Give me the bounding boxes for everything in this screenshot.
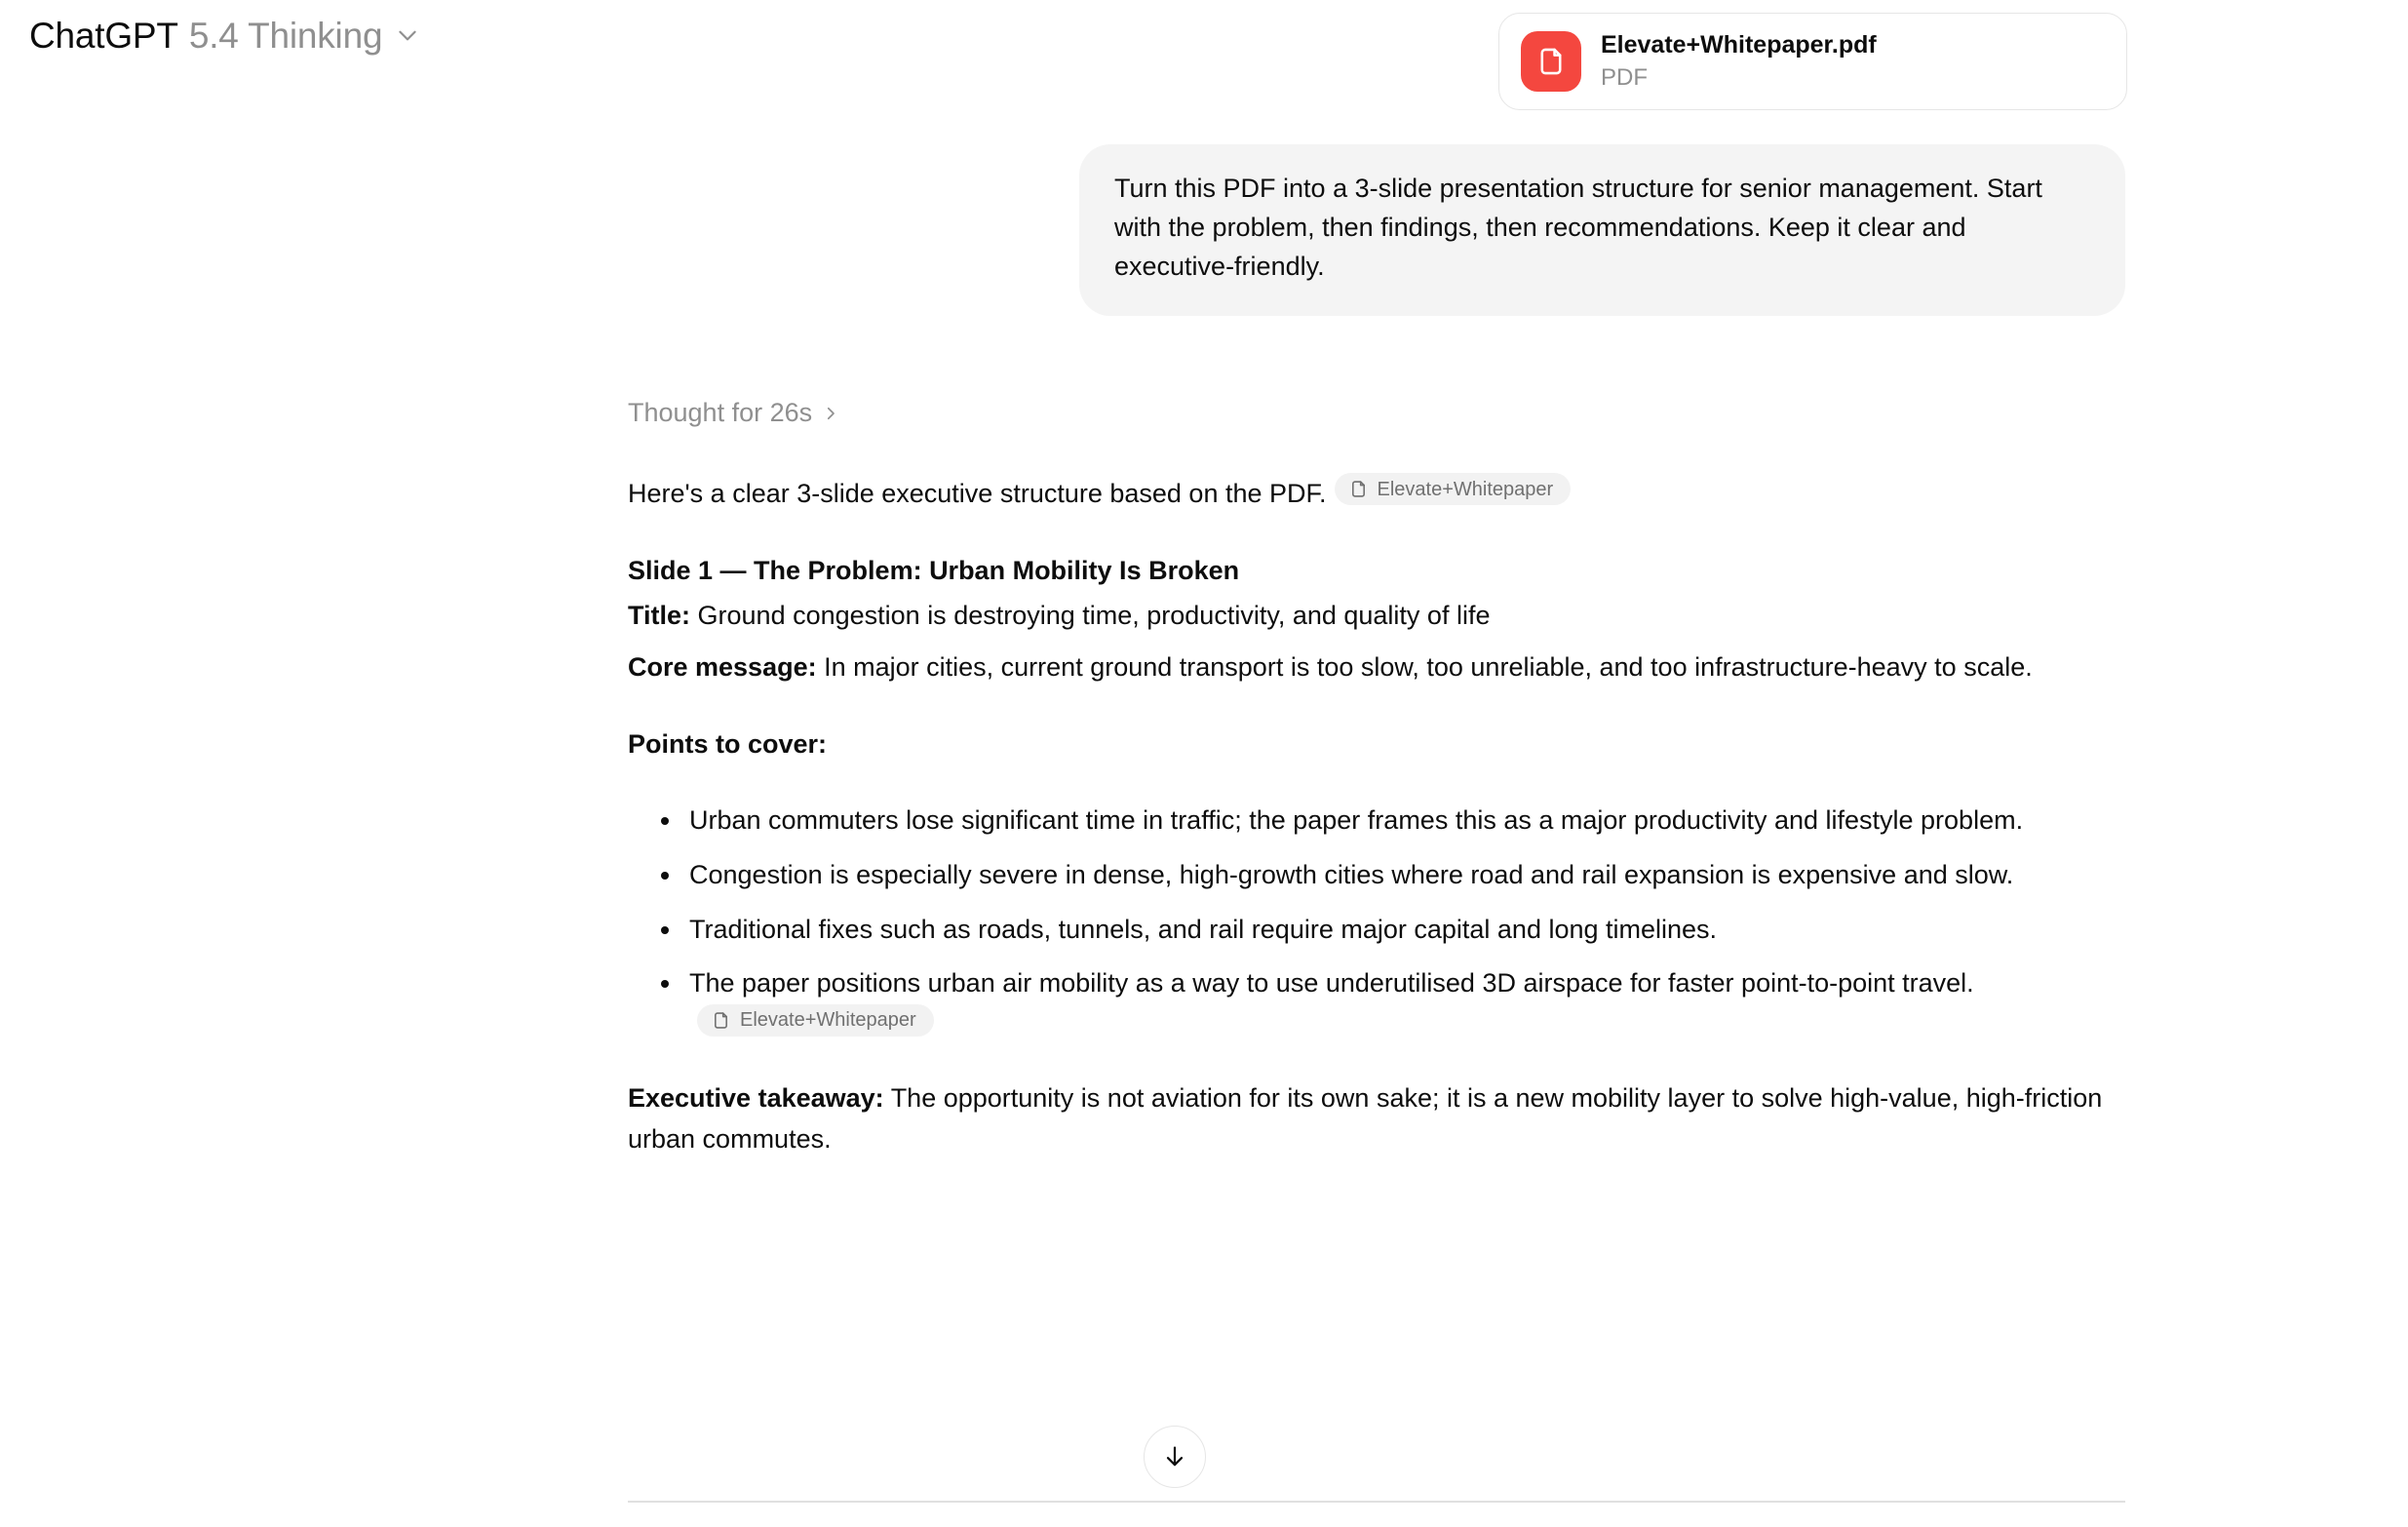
model-version-label: 5.4 Thinking	[188, 15, 383, 56]
list-item	[689, 800, 2125, 842]
assistant-message	[628, 398, 2125, 1195]
bottom-divider	[628, 1501, 2125, 1503]
app-header	[0, 0, 420, 70]
core-message-text: In major cities, current ground transport is too slow, too unreliable, and too infrastructure-heavy to scale.	[824, 651, 2033, 682]
citation-chip[interactable]	[1335, 473, 1572, 505]
document-icon	[1348, 479, 1369, 499]
intro-text: Here's a clear 3-slide executive structure based on the PDF.	[628, 479, 1327, 508]
citation-chip[interactable]	[697, 1004, 934, 1037]
scroll-to-bottom-button[interactable]	[1144, 1426, 1206, 1488]
file-meta	[1601, 30, 1877, 92]
core-message-label: Core message:	[628, 651, 817, 682]
slide-title-line	[628, 595, 2125, 637]
model-switcher[interactable]	[29, 15, 420, 56]
list-item-text: Urban commuters lose significant time in traffic; the paper frames this as a major productivity and lifestyle problem.	[689, 805, 2024, 836]
document-icon	[711, 1010, 731, 1031]
file-attachment-card[interactable]	[1498, 13, 2127, 110]
slide-title-text: Ground congestion is destroying time, productivity, and quality of life	[697, 601, 1491, 631]
user-message-bubble: Turn this PDF into a 3-slide presentation structure for senior management. Start with the problem, then findings, then recommendations. Keep it clear and executive-friendly.	[1079, 144, 2125, 316]
intro-paragraph	[628, 473, 2125, 515]
list-item-text: Traditional fixes such as roads, tunnels, and rail require major capital and long timelines.	[689, 914, 1718, 944]
assistant-markdown	[628, 473, 2125, 1160]
takeaway-label: Executive takeaway:	[628, 1082, 884, 1113]
thought-summary-label: Thought for 26s	[628, 398, 813, 427]
list-item-text: Congestion is especially severe in dense, high-growth cities where road and rail expansion is expensive and slow.	[689, 859, 2014, 889]
list-item	[689, 909, 2125, 951]
citation-label: Elevate+Whitepaper	[1377, 478, 1554, 500]
list-item	[689, 854, 2125, 896]
executive-takeaway-paragraph	[628, 1077, 2125, 1160]
brand-name: ChatGPT	[29, 15, 178, 56]
core-message-paragraph	[628, 646, 2125, 688]
chevron-down-icon	[395, 22, 420, 48]
citation-label: Elevate+Whitepaper	[740, 1009, 916, 1032]
points-list	[628, 800, 2125, 1045]
points-label: Points to cover:	[628, 728, 828, 759]
user-message-row	[0, 144, 2125, 316]
list-item-text: The paper positions urban air mobility as a way to use underutilised 3D airspace for faster point-to-point travel.	[689, 968, 1974, 998]
list-item	[689, 962, 2125, 1045]
pdf-document-icon	[1521, 31, 1581, 92]
slide-title-label: Title:	[628, 601, 691, 631]
file-name: Elevate+Whitepaper.pdf	[1601, 31, 1877, 59]
chevron-right-icon	[822, 405, 839, 422]
attachment-row	[1498, 13, 2127, 110]
file-type: PDF	[1601, 63, 1648, 91]
points-to-cover-heading	[628, 724, 2125, 765]
thought-summary-toggle[interactable]	[628, 398, 839, 428]
takeaway-text: The opportunity is not aviation for its own sake; it is a new mobility layer to solve high-value, high-friction urban commutes.	[628, 1082, 2103, 1155]
arrow-down-icon	[1161, 1443, 1188, 1470]
slide-heading: Slide 1 — The Problem: Urban Mobility Is Broken	[628, 555, 1240, 585]
